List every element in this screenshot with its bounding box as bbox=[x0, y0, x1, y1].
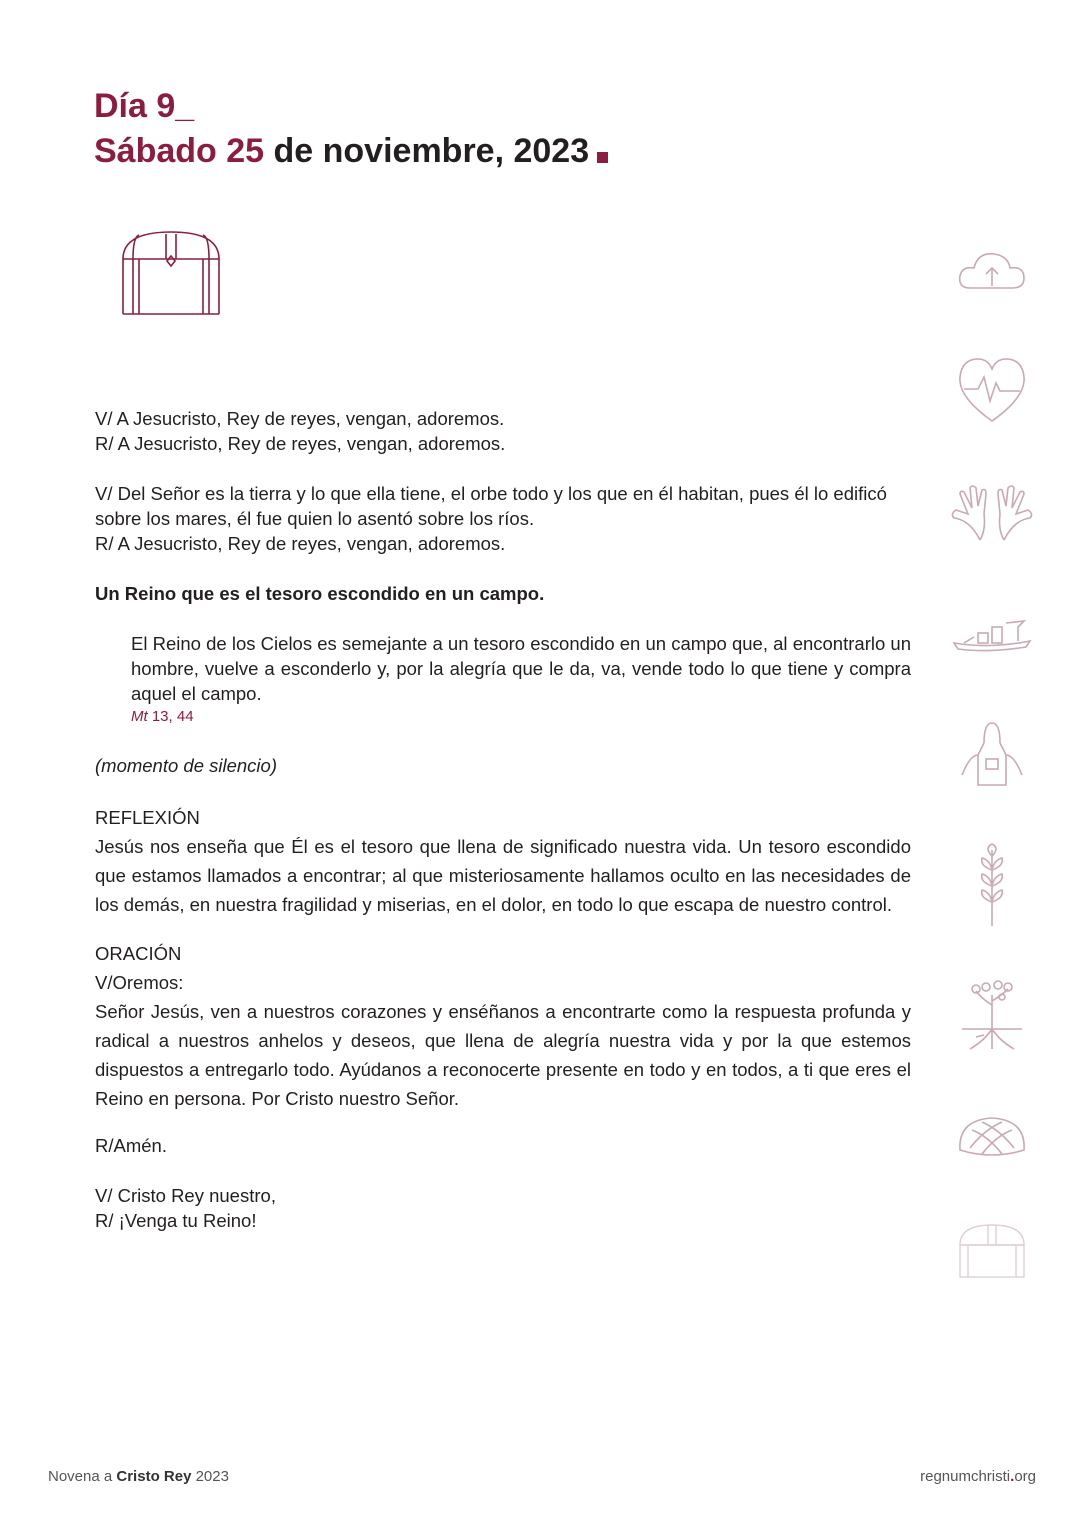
oracion-intro: V/Oremos: bbox=[95, 972, 184, 993]
date-title bbox=[94, 126, 608, 176]
footer-right-b: org bbox=[1014, 1468, 1036, 1485]
amen: R/Amén. bbox=[95, 1135, 167, 1156]
tree-icon bbox=[940, 965, 1044, 1055]
subtitle: Un Reino que es el tesoro escondido en un campo. bbox=[95, 583, 545, 604]
response-2: R/ A Jesucristo, Rey de reyes, vengan, adoremos. bbox=[95, 533, 506, 554]
footer-left-bold: Cristo Rey bbox=[116, 1468, 192, 1485]
cloud-icon bbox=[940, 230, 1044, 320]
oracion-section bbox=[95, 939, 911, 1113]
bread-icon bbox=[940, 1090, 1044, 1180]
silence-note: (momento de silencio) bbox=[95, 755, 277, 776]
footer-left-post: 2023 bbox=[191, 1468, 229, 1485]
day-title: Día 9_ bbox=[94, 87, 195, 125]
versicle-1: V/ A Jesucristo, Rey de reyes, vengan, adoremos. bbox=[95, 408, 505, 429]
closing-versicle: V/ Cristo Rey nuestro, bbox=[95, 1185, 276, 1206]
oracion-title: ORACIÓN bbox=[95, 943, 182, 964]
ref-book: Mt bbox=[131, 708, 148, 725]
date-accent: Sábado 25 bbox=[94, 132, 265, 170]
chest-small-icon bbox=[940, 1215, 1044, 1305]
date-rest: de noviembre, 2023 bbox=[264, 132, 590, 170]
quote-text: El Reino de los Cielos es semejante a un tesoro escondido en un campo que, al encontrarlo un hombre, vuelve a esconderlo y, por la alegría que le da, va, vende todo lo que tiene y compra aquel el campo. bbox=[131, 633, 911, 704]
quote-reference bbox=[131, 706, 911, 728]
apron-icon bbox=[940, 715, 1044, 805]
ref-num: 13, 44 bbox=[147, 708, 194, 725]
content-body bbox=[95, 406, 911, 1233]
versicle-2: V/ Del Señor es la tierra y lo que ella tiene, el orbe todo y los que en él habitan, pues él lo edificó sobre los mares, él fue quien lo asentó sobre los ríos. bbox=[95, 483, 887, 529]
scripture-quote bbox=[131, 631, 911, 728]
wheat-icon bbox=[940, 840, 1044, 930]
hands-icon bbox=[940, 470, 1044, 560]
footer-right-dot: . bbox=[1010, 1468, 1015, 1485]
closing-response: R/ ¡Venga tu Reino! bbox=[95, 1210, 257, 1231]
response-1: R/ A Jesucristo, Rey de reyes, vengan, adoremos. bbox=[95, 433, 506, 454]
reflexion-title: REFLEXIÓN bbox=[95, 807, 200, 828]
footer-left-pre: Novena a bbox=[48, 1468, 117, 1485]
footer-right-a: regnumchristi bbox=[920, 1468, 1011, 1485]
oracion-text: Señor Jesús, ven a nuestros corazones y enséñanos a encontrarte como la respuesta profunda y radical a nuestros anhelos y deseos, que llena de alegría nuestra vida y por la que estemos dispuestos a entregarlo todo. Ayúdanos a reconocerte presente en todo y en todos, a ti que eres el Reino en persona. Por Cristo nuestro Señor. bbox=[95, 1001, 911, 1109]
reflexion-section bbox=[95, 803, 911, 919]
page-header bbox=[94, 86, 608, 176]
footer-website bbox=[920, 1468, 1036, 1485]
footer-left bbox=[48, 1468, 229, 1485]
heart-icon bbox=[940, 345, 1044, 435]
reflexion-text: Jesús nos enseña que Él es el tesoro que llena de significado nuestra vida. Un tesoro escondido que estamos llamados a encontrar; al que misteriosamente hallamos oculto en las necesidades de los demás, en nuestra fragilidad y miserias, en el dolor, en todo lo que escapa de nuestro control. bbox=[95, 836, 911, 915]
chest-icon bbox=[120, 229, 222, 317]
boat-icon bbox=[940, 595, 1044, 685]
square-mark bbox=[597, 152, 608, 163]
